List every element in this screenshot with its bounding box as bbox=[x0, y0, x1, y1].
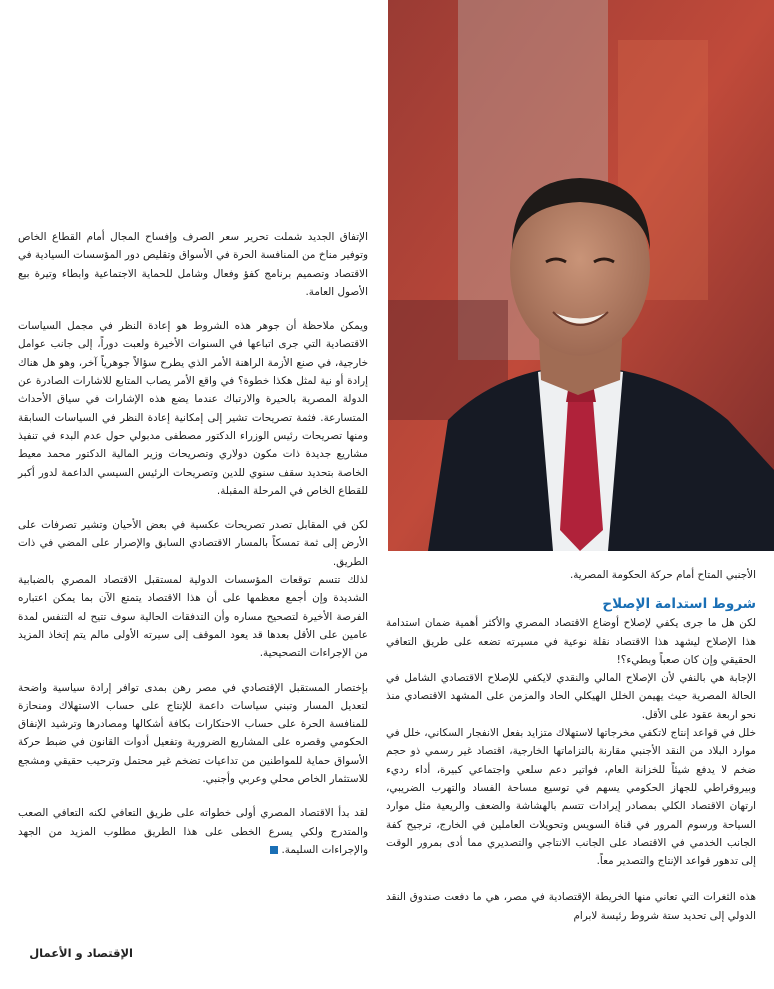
paragraph: الإجابة هي بالنفي لأن الإصلاح المالي والنقدي لايكفي للإصلاح الاقتصادي الشامل في الحالة المصرية حيث يهيمن الخلل الهيكلي الحاد والمزمن على المشهد الاقتصادي منذ نحو اربعة عقود على الأقل. bbox=[386, 672, 756, 721]
paragraph: خلل في قواعد إنتاج لاتكفي مخرجاتها لاستهلاك متزايد بفعل الانفجار السكاني، خلل في موارد البلاد من النقد الأجنبي مقارنة بالتزاماتها الخارجية، اقتصاد غير رسمي ذو حجم ضخم لا يدفع شيئاً للخزانة العام، فواتير دعم سلعي واجتماعي كبيرة، أداء رديء وبيروقراطي للجهاز الحكومي يسهم في توسيع مساحة الفساد والتهرب الضريبي، ارتهان الاقتصاد الكلي بمصادر إيرادات تتسم بالهشاشة والضعف والريعية مثل موارد السياحة ورسوم المرور في قناة السويس وتحويلات العاملين في الخارج، ترجيح كفة الجانب الخدمي في الاقتصاد على الجانب الانتاجي والتصديري مما أدى بمرور الوقت إلى تدهور قواعد الإنتاج والتصدير معاً. bbox=[386, 727, 756, 868]
paragraph: ويمكن ملاحظة أن جوهر هذه الشروط هو إعادة النظر في مجمل السياسات الاقتصادية التي جرى اتباعها في السنوات الأخيرة ولعبت دوراً، إلى جانب عوامل خارجية، في صنع الأزمة الراهنة الأمر الذي يطرح سؤالاً جوهرياً آخر، وهو هل هناك إرادة أو نية لمثل هكذا خطوة؟ في واقع الأمر يصاب المتابع للاشارات الصادرة عن الدولة المصرية بالحيرة والارتباك عندما يضع هذه الإشارات في سياق الأحداث المتسارعة. فثمة تصريحات تشير إلى إمكانية إعادة النظر في السياسات السابقة ومنها تصريحات رئيس الوزراء الدكتور مصطفى مدبولي حول عدم البدء في تنفيذ مشاريع جديدة ذات مكون دولاري وتصريحات وزير المالية الدكتور محمد معيط الخاصة بتحديد سقف سنوي للدين وتصريحات الرئيس السيسي الداعمة لدور أكبر للقطاع الخاص في المرحلة المقبلة. bbox=[18, 320, 368, 497]
paragraph: لكن هل ما جرى يكفي لإصلاح أوضاع الاقتصاد المصري والأكثر أهمية ضمان استدامة هذا الإصلاح ليشهد هذا الاقتصاد نقلة نوعية في مسيرته تضعه على طريق التعافي الحقيقي وإن كان صعباً وبطيء؟! bbox=[386, 617, 756, 666]
paragraph: لكن في المقابل تصدر تصريحات عكسية في بعض الأحيان وتشير تصرفات على الأرض إلى ثمة تمسكاً بالمسار الاقتصادي السابق والإصرار على المضي في ذات الطريق. bbox=[18, 519, 368, 568]
section-heading: شروط استدامة الإصلاح bbox=[602, 596, 756, 613]
portrait-photo bbox=[388, 0, 774, 551]
paragraph: هذه الثغرات التي تعاني منها الخريطة الإقتصادية في مصر، هي ما دفعت صندوق النقد الدولي إلى تحديد ستة شروط رئيسة لابرام bbox=[386, 891, 756, 922]
paragraph: بإختصار المستقبل الإقتصادي في مصر رهن بمدى توافر إرادة سياسية واضحة لتعديل المسار وتبني سياسات داعمة للإنتاج على حساب الاستهلاك ومنحازة للمنافسة الحرة على حساب الاحتكارات بكافة أشكالها ومصادرها وترشيد الإنفاق الحكومي وقصره على المشاريع الضرورية وتفعيل أدوات القانون في ضبط حركة الأسواق حماية للمواطنين من تداعيات تضخم غير محتمل وترحيب حقيقي ومشجع للاستثمار الخاص محلي وعربي وأجنبي. bbox=[18, 681, 368, 786]
paragraph: الإتفاق الجديد شملت تحرير سعر الصرف وإفساح المجال أمام القطاع الخاص وتوفير مناخ من المنافسة الحرة في الأسواق وتقليص دور المؤسسات السيادية في الاقتصاد وتصميم برنامج كفؤ وفعال وشامل للحماية الاجتماعية وابطاء وتيرة بيع الأصول العامة. bbox=[18, 231, 368, 298]
closing-paragraph bbox=[18, 804, 368, 859]
article-column-right bbox=[386, 566, 756, 925]
article-column-left bbox=[18, 228, 368, 875]
paragraph-text: لقد بدأ الاقتصاد المصري أولى خطواته على طريق التعافي لكنه التعافي الصعب والمتدرج ولكي يسرع الخطى على هذا الطريق مطلوب المزيد من الجهد والإجراءات السليمة. bbox=[18, 807, 368, 856]
paragraph: الأجنبي المتاح أمام حركة الحكومة المصرية. bbox=[569, 569, 756, 581]
end-of-article-mark bbox=[270, 846, 278, 854]
portrait-illustration bbox=[388, 0, 774, 551]
magazine-footer-label: الإقتصاد و الأعمال bbox=[29, 946, 133, 960]
paragraph: لذلك تتسم توقعات المؤسسات الدولية لمستقبل الاقتصاد المصري بالضبابية الشديدة وإن أجمع معظمها على أن هذا الاقتصاد يتمتع الآن بما يمكن اعتباره الفرصة الأخيرة لتصحيح مساره وأن التدفقات الحالية سوف تتيح له التنفس لمدة عامين على الأقل بعدها قد يعود الموقف إلى سيرته الأولى مالم يتم إتخاذ المزيد من الإجراءات التصحيحية. bbox=[18, 574, 368, 660]
